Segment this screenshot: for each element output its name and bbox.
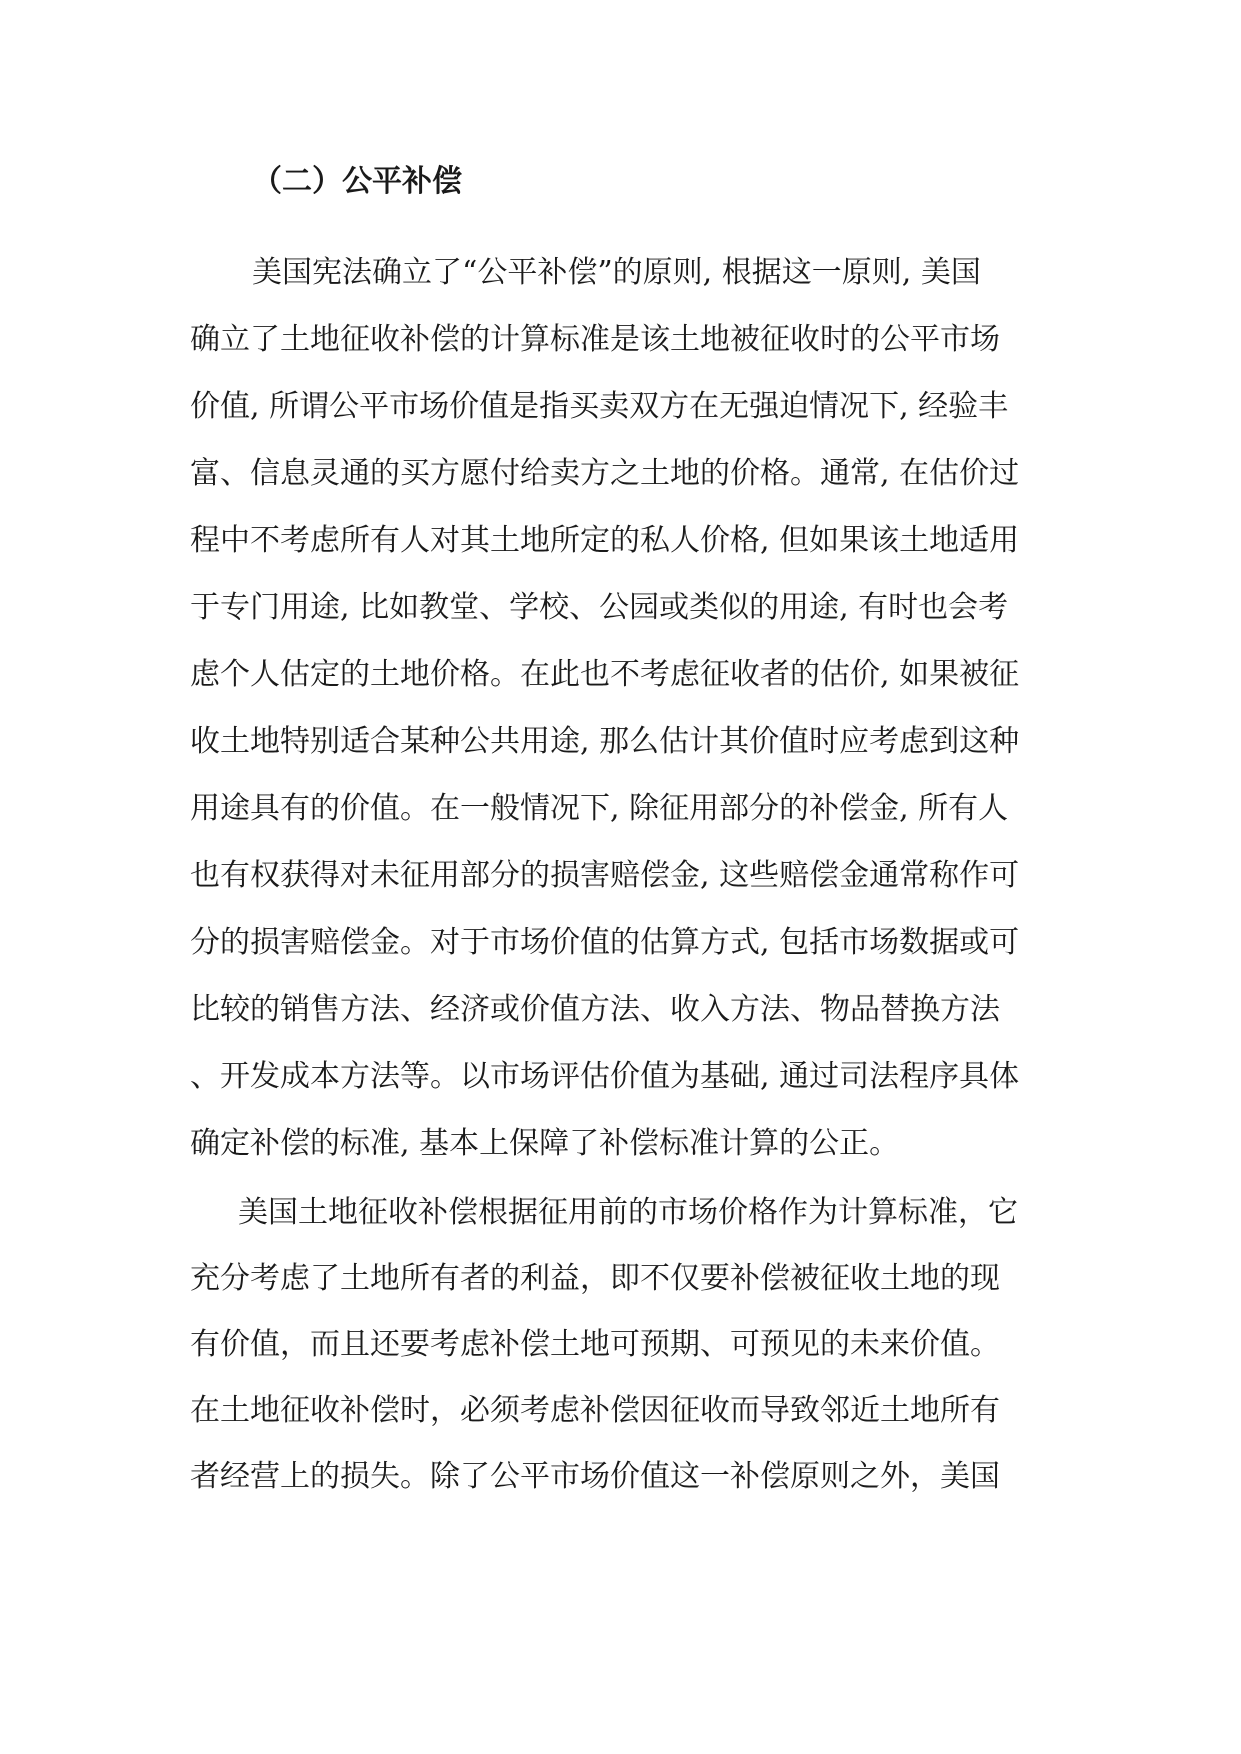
text-line: 富、信息灵通的买方愿付给卖方之土地的价格。通常, 在估价过 <box>190 456 1020 491</box>
text-line: 分的损害赔偿金。对于市场价值的估算方式, 包括市场数据或可 <box>190 925 1020 960</box>
text-line: 确定补偿的标准, 基本上保障了补偿标准计算的公正。 <box>190 1126 900 1161</box>
paragraph-2 <box>190 1180 1050 1510</box>
text-line: 者经营上的损失。除了公平市场价值这一补偿原则之外，美国 <box>190 1459 1000 1494</box>
text-line: 、开发成本方法等。以市场评估价值为基础, 通过司法程序具体 <box>190 1059 1020 1094</box>
text-line: 于专门用途, 比如教堂、学校、公园或类似的用途, 有时也会考 <box>190 590 1009 625</box>
text-line: 美国宪法确立了“公平补偿”的原则, 根据这一原则, 美国 <box>252 255 981 290</box>
text-line: 用途具有的价值。在一般情况下, 除征用部分的补偿金, 所有人 <box>190 791 1009 826</box>
text-line: 比较的销售方法、经济或价值方法、收入方法、物品替换方法 <box>190 992 1000 1027</box>
text-line: 收土地特别适合某种公共用途, 那么估计其价值时应考虑到这种 <box>190 724 1020 759</box>
text-line: 虑个人估定的土地价格。在此也不考虑征收者的估价, 如果被征 <box>190 657 1020 692</box>
text-line: 价值, 所谓公平市场价值是指买卖双方在无强迫情况下, 经验丰 <box>190 389 1009 424</box>
text-line: 也有权获得对未征用部分的损害赔偿金, 这些赔偿金通常称作可 <box>190 858 1020 893</box>
text-line: 确立了土地征收补偿的计算标准是该土地被征收时的公平市场 <box>190 322 1000 357</box>
text-line: 有价值，而且还要考虑补偿土地可预期、可预见的未来价值。 <box>190 1327 1000 1362</box>
text-line: 美国土地征收补偿根据征用前的市场价格作为计算标准，它 <box>238 1195 1018 1230</box>
paragraph-1 <box>190 239 1050 1177</box>
text-line: 充分考虑了土地所有者的利益，即不仅要补偿被征收土地的现 <box>190 1261 1000 1296</box>
section-heading: （二）公平补偿 <box>252 164 462 199</box>
text-line: 在土地征收补偿时，必须考虑补偿因征收而导致邻近土地所有 <box>190 1393 1000 1428</box>
text-line: 程中不考虑所有人对其土地所定的私人价格, 但如果该土地适用 <box>190 523 1020 558</box>
